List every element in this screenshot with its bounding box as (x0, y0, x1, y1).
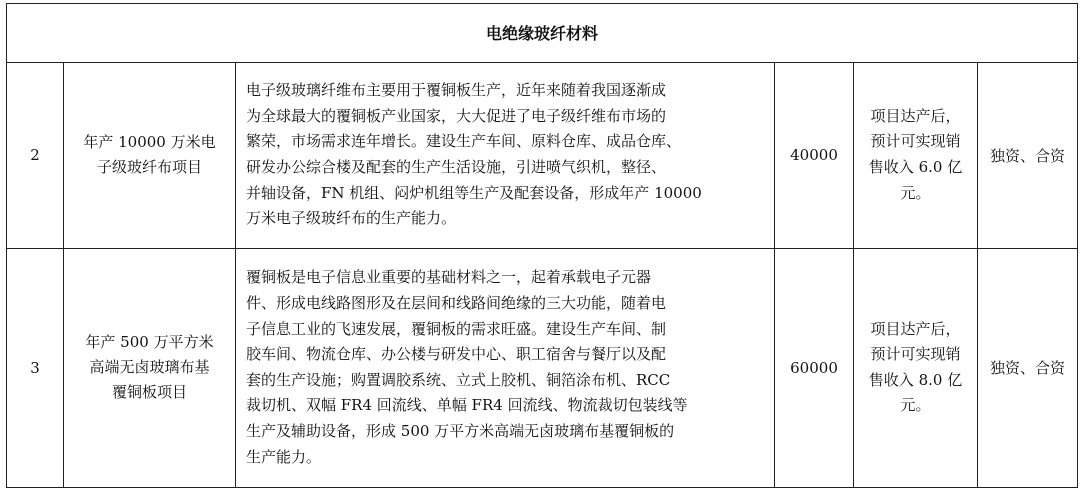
description-line: 套的生产设施；购置调胶系统、立式上胶机、铜箔涂布机、RCC (246, 370, 671, 389)
description-line: 覆铜板是电子信息业重要的基础材料之一，起着承载电子元器 (246, 268, 652, 287)
expected-benefit (854, 248, 978, 488)
benefit-line: 项目达产后， (870, 319, 961, 338)
project-name-line: 子级玻纤布项目 (96, 158, 202, 177)
benefit-line: 预计可实现销 (870, 132, 961, 151)
project-table (6, 3, 1078, 488)
benefit-line: 项目达产后， (870, 106, 961, 125)
project-name-line: 年产 10000 万米电 (83, 133, 216, 152)
benefit-line: 元。 (900, 396, 931, 415)
project-name (64, 248, 236, 488)
description-line: 研发办公综合楼及配套的生产生活设施，引进喷气织机，整径、 (246, 158, 667, 177)
benefit-line: 售收入 6.0 亿 (868, 158, 963, 177)
benefit-line: 元。 (900, 183, 931, 202)
project-description (236, 62, 775, 248)
project-name-line: 覆铜板项目 (111, 383, 187, 402)
cooperation-mode: 独资、合资 (978, 62, 1078, 248)
description-line: 繁荣，市场需求连年增长。建设生产车间、原料仓库、成品仓库、 (246, 132, 682, 151)
table-row (7, 62, 1078, 248)
table-row (7, 248, 1078, 488)
project-name-line: 年产 500 万平方米 (85, 333, 214, 352)
description-line: 生产能力。 (246, 447, 322, 466)
description-line: 电子级玻璃纤维布主要用于覆铜板生产，近年来随着我国逐渐成 (246, 81, 667, 100)
description-line: 子信息工业的飞速发展，覆铜板的需求旺盛。建设生产车间、制 (246, 319, 667, 338)
expected-benefit (854, 62, 978, 248)
description-line: 胶车间、物流仓库、办公楼与研发中心、职工宿舍与餐厅以及配 (246, 345, 667, 364)
description-line: 生产及辅助设备，形成 500 万平方米高端无卤玻璃布基覆铜板的 (246, 421, 675, 440)
project-name (64, 62, 236, 248)
description-line: 裁切机、双幅 FR4 回流线、单幅 FR4 回流线、物流裁切包装线等 (246, 396, 688, 415)
description-line: 为全球最大的覆铜板产业国家，大大促进了电子级纤维布市场的 (246, 106, 667, 125)
benefit-line: 预计可实现销 (870, 345, 961, 364)
project-name-line: 高端无卤玻璃布基 (89, 358, 210, 377)
description-line: 并轴设备，FN 机组、闷炉机组等生产及配套设备，形成年产 10000 (246, 183, 702, 202)
row-number: 3 (7, 248, 64, 488)
project-description (236, 248, 775, 488)
benefit-line: 售收入 8.0 亿 (868, 370, 963, 389)
investment-amount: 40000 (775, 62, 854, 248)
description-line: 件、形成电线路图形及在层间和线路间绝缘的三大功能，随着电 (246, 293, 667, 312)
investment-amount: 60000 (775, 248, 854, 488)
section-title: 电绝缘玻纤材料 (7, 4, 1078, 63)
description-line: 万米电子级玻纤布的生产能力。 (246, 209, 457, 228)
section-header-row (7, 4, 1078, 63)
row-number: 2 (7, 62, 64, 248)
cooperation-mode: 独资、合资 (978, 248, 1078, 488)
